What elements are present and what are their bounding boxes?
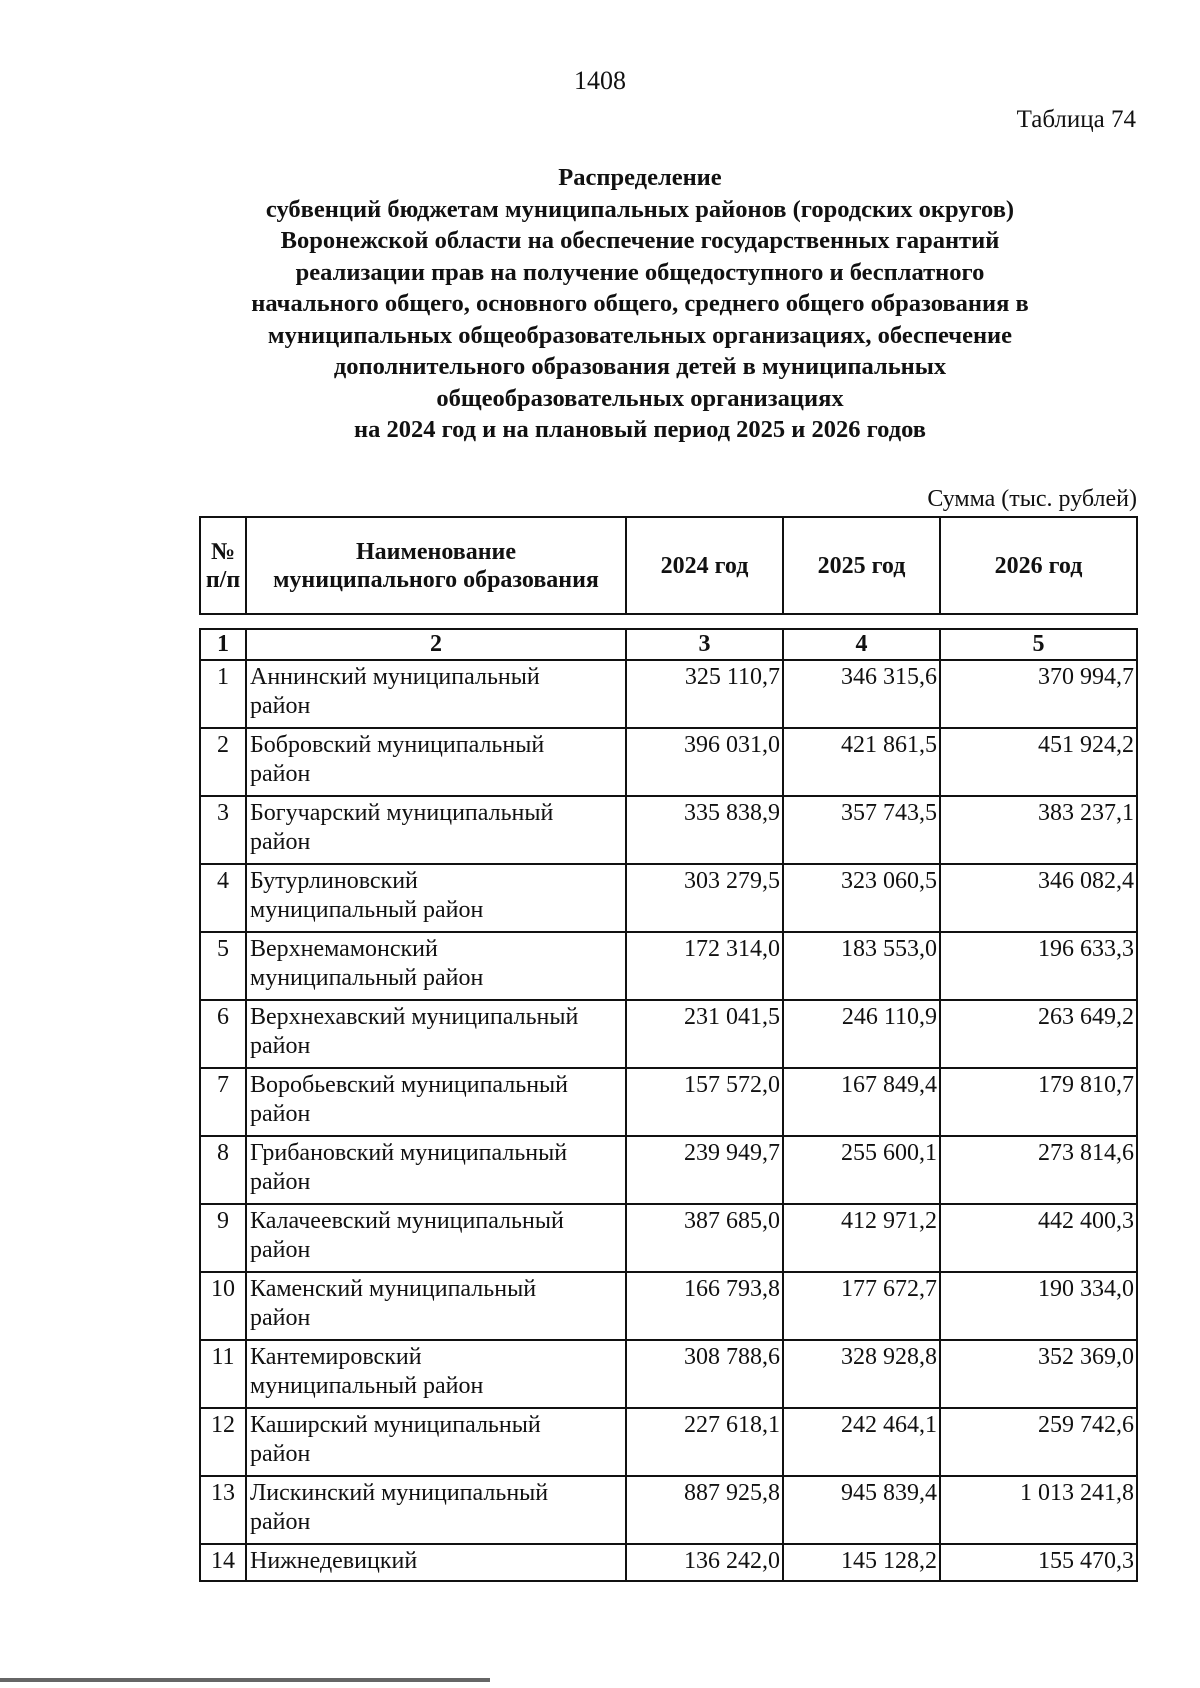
table-row [200,864,1137,932]
table-row [200,1272,1137,1340]
value-2025: 145 128,2 [783,1544,940,1581]
municipality-name [246,1408,626,1476]
table-row [200,932,1137,1000]
municipality-name [246,932,626,1000]
title-line: Распределение [558,164,722,191]
value-2024: 172 314,0 [626,932,783,1000]
table-row [200,1068,1137,1136]
municipality-name-line1: Грибановский муниципальный [250,1140,568,1166]
table-row [200,1476,1137,1544]
value-2024: 227 618,1 [626,1408,783,1476]
value-2026: 451 924,2 [940,728,1137,796]
row-number: 10 [200,1272,246,1340]
municipality-name-line1: Верхнехавский муниципальный [250,1004,579,1030]
header-2026: 2026 год [940,517,1137,614]
column-number: 2 [246,629,626,660]
value-2026: 155 470,3 [940,1544,1137,1581]
municipality-name-line2: муниципальный район [250,965,484,991]
header-2024: 2024 год [626,517,783,614]
header-name-line2: муниципального образования [273,566,599,593]
row-number: 11 [200,1340,246,1408]
municipality-name [246,660,626,728]
header-2025: 2025 год [783,517,940,614]
municipality-name-line2: район [250,1237,311,1263]
value-2025: 246 110,9 [783,1000,940,1068]
value-2025: 323 060,5 [783,864,940,932]
document-title [150,162,1130,446]
row-number: 12 [200,1408,246,1476]
row-number: 1 [200,660,246,728]
municipality-name [246,1000,626,1068]
value-2026: 1 013 241,8 [940,1476,1137,1544]
row-number: 8 [200,1136,246,1204]
header-num-line1: № [210,538,236,565]
table-row [200,1000,1137,1068]
row-number: 2 [200,728,246,796]
value-2026: 352 369,0 [940,1340,1137,1408]
municipality-name-line1: Богучарский муниципальный [250,800,554,826]
value-2025: 242 464,1 [783,1408,940,1476]
table-row [200,660,1137,728]
row-number: 13 [200,1476,246,1544]
title-line: реализации прав на получение общедоступного и бесплатного [295,258,985,286]
municipality-name-line2: район [250,693,311,719]
units-note: Сумма (тыс. рублей) [927,486,1137,512]
table-row [200,1408,1137,1476]
row-number: 5 [200,932,246,1000]
row-number: 4 [200,864,246,932]
value-2024: 303 279,5 [626,864,783,932]
title-line: Воронежской области на обеспечение государственных гарантий [280,227,1000,254]
table-row [200,1204,1137,1272]
value-2024: 239 949,7 [626,1136,783,1204]
municipality-name-line1: Лискинский муниципальный [250,1480,549,1506]
value-2024: 335 838,9 [626,796,783,864]
page-number: 1408 [574,66,626,95]
municipality-name [246,1068,626,1136]
column-number: 1 [200,629,246,660]
municipality-name-line1: Бобровский муниципальный [250,732,545,758]
column-number: 5 [940,629,1137,660]
data-table [199,628,1138,1582]
value-2025: 412 971,2 [783,1204,940,1272]
value-2024: 387 685,0 [626,1204,783,1272]
value-2025: 183 553,0 [783,932,940,1000]
value-2026: 442 400,3 [940,1204,1137,1272]
table-row [200,1544,1137,1581]
title-line: на 2024 год и на плановый период 2025 и 2026 годов [353,416,926,443]
title-line: общеобразовательных организациях [436,384,844,412]
municipality-name [246,1272,626,1340]
value-2026: 370 994,7 [940,660,1137,728]
table-row [200,796,1137,864]
municipality-name [246,1476,626,1544]
value-2024: 887 925,8 [626,1476,783,1544]
value-2024: 325 110,7 [626,660,783,728]
column-number: 3 [626,629,783,660]
value-2026: 383 237,1 [940,796,1137,864]
value-2025: 167 849,4 [783,1068,940,1136]
value-2024: 157 572,0 [626,1068,783,1136]
municipality-name-line1: Каширский муниципальный [250,1412,541,1438]
value-2024: 396 031,0 [626,728,783,796]
row-number: 9 [200,1204,246,1272]
value-2025: 346 315,6 [783,660,940,728]
municipality-name-line2: район [250,1509,311,1535]
municipality-name-line1: Воробьевский муниципальный [250,1072,569,1098]
value-2026: 190 334,0 [940,1272,1137,1340]
row-number: 6 [200,1000,246,1068]
municipality-name [246,1204,626,1272]
title-line: муниципальных общеобразовательных организациях, обеспечение [267,321,1013,349]
municipality-name-line2: муниципальный район [250,1373,484,1399]
municipality-name-line2: район [250,1305,311,1331]
title-line: начального общего, основного общего, среднего общего образования в [251,290,1029,317]
municipality-name-line2: район [250,1101,311,1127]
municipality-name-line2: район [250,1441,311,1467]
value-2025: 945 839,4 [783,1476,940,1544]
value-2025: 328 928,8 [783,1340,940,1408]
value-2026: 346 082,4 [940,864,1137,932]
column-number-row [200,629,1137,660]
row-number: 14 [200,1544,246,1581]
header-name-line1: Наименование [356,538,516,565]
municipality-name-line2: район [250,829,311,855]
header-num-line2: п/п [205,566,241,593]
municipality-name-line2: район [250,761,311,787]
municipality-name-line2: муниципальный район [250,897,484,923]
row-number: 7 [200,1068,246,1136]
municipality-name [246,1340,626,1408]
municipality-name-line2: район [250,1169,311,1195]
municipality-name-line1: Верхнемамонский [250,936,438,962]
table-header [199,516,1138,615]
value-2025: 357 743,5 [783,796,940,864]
column-number: 4 [783,629,940,660]
value-2024: 231 041,5 [626,1000,783,1068]
municipality-name-line1: Кантемировский [250,1344,422,1370]
municipality-name-line1: Калачеевский муниципальный [250,1208,564,1234]
scan-edge-rule [0,1678,490,1682]
value-2024: 166 793,8 [626,1272,783,1340]
value-2025: 177 672,7 [783,1272,940,1340]
header-name [246,517,626,614]
value-2026: 263 649,2 [940,1000,1137,1068]
title-line: дополнительного образования детей в муниципальных [333,353,947,380]
table-row [200,1136,1137,1204]
table-label: Таблица 74 [1016,106,1136,133]
municipality-name [246,796,626,864]
municipality-name-line1: Аннинский муниципальный [250,664,540,690]
value-2026: 179 810,7 [940,1068,1137,1136]
municipality-name-line1: Нижнедевицкий [250,1548,418,1574]
table-row [200,1340,1137,1408]
value-2025: 255 600,1 [783,1136,940,1204]
value-2026: 259 742,6 [940,1408,1137,1476]
value-2024: 308 788,6 [626,1340,783,1408]
municipality-name [246,1544,626,1581]
table-row [200,728,1137,796]
municipality-name-line1: Бутурлиновский [250,868,418,894]
municipality-name-line2: район [250,1033,311,1059]
header-row [200,517,1137,614]
value-2024: 136 242,0 [626,1544,783,1581]
row-number: 3 [200,796,246,864]
value-2026: 273 814,6 [940,1136,1137,1204]
municipality-name [246,864,626,932]
value-2026: 196 633,3 [940,932,1137,1000]
municipality-name [246,1136,626,1204]
value-2025: 421 861,5 [783,728,940,796]
title-line: субвенций бюджетам муниципальных районов (городских округов) [265,195,1015,223]
header-num [200,517,246,614]
municipality-name-line1: Каменский муниципальный [250,1276,537,1302]
municipality-name [246,728,626,796]
